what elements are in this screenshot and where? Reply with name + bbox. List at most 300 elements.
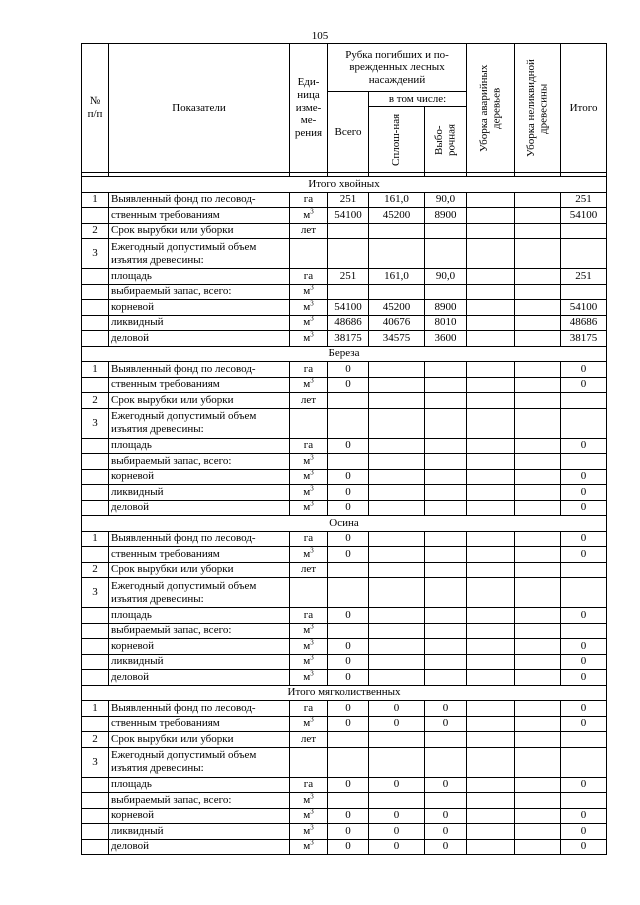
value-cell: [561, 393, 607, 409]
value-cell: 40676: [369, 315, 425, 331]
value-cell: [425, 408, 467, 438]
table-row: [82, 623, 607, 639]
value-cell: [467, 654, 515, 670]
value-cell: 34575: [369, 331, 425, 347]
value-cell: [515, 408, 561, 438]
value-cell: [328, 747, 369, 777]
value-cell: [369, 732, 425, 748]
value-cell: [369, 670, 425, 686]
row-unit: $м^3$: [290, 469, 328, 485]
row-unit: $м^3$: [290, 670, 328, 686]
row-number: [82, 485, 109, 501]
value-cell: [467, 192, 515, 208]
value-cell: [328, 239, 369, 269]
value-cell: [369, 377, 425, 393]
value-cell: [328, 408, 369, 438]
table-row: [82, 654, 607, 670]
row-number: 2: [82, 393, 109, 409]
value-cell: 0: [561, 608, 607, 624]
table-row: [82, 701, 607, 717]
row-unit: $м^3$: [290, 331, 328, 347]
value-cell: [369, 485, 425, 501]
value-cell: 90,0: [425, 269, 467, 285]
row-unit: $м^3$: [290, 547, 328, 563]
row-label: деловой: [109, 331, 290, 347]
value-cell: [467, 608, 515, 624]
value-cell: 0: [328, 438, 369, 454]
value-cell: [515, 747, 561, 777]
value-cell: [425, 793, 467, 809]
row-number: [82, 716, 109, 732]
value-cell: [467, 454, 515, 470]
value-cell: [425, 562, 467, 578]
value-cell: [425, 223, 467, 239]
value-cell: [425, 362, 467, 378]
value-cell: 90,0: [425, 192, 467, 208]
row-number: [82, 824, 109, 840]
value-cell: 38175: [328, 331, 369, 347]
row-unit: га: [290, 608, 328, 624]
felling-group-header: Рубка погибших и по-врежденных лесных насаждений: [328, 44, 467, 92]
value-cell: [369, 793, 425, 809]
value-cell: [561, 578, 607, 608]
col-total-felling-header: Всего: [328, 92, 369, 173]
row-number: [82, 839, 109, 855]
value-cell: [561, 284, 607, 300]
value-cell: [515, 623, 561, 639]
value-cell: 48686: [328, 315, 369, 331]
value-cell: [561, 408, 607, 438]
row-label: выбираемый запас, всего:: [109, 284, 290, 300]
row-label: Выявленный фонд по лесовод-: [109, 531, 290, 547]
row-label: Выявленный фонд по лесовод-: [109, 701, 290, 717]
value-cell: [369, 239, 425, 269]
value-cell: [369, 438, 425, 454]
value-cell: 0: [328, 377, 369, 393]
row-number: 1: [82, 531, 109, 547]
value-cell: [467, 438, 515, 454]
value-cell: [515, 824, 561, 840]
row-unit: га: [290, 192, 328, 208]
row-number: [82, 315, 109, 331]
table-row: [82, 670, 607, 686]
row-label: Ежегодный допустимый объем изъятия древесины:: [109, 747, 290, 777]
row-unit: лет: [290, 732, 328, 748]
value-cell: [369, 500, 425, 516]
value-cell: 0: [328, 701, 369, 717]
value-cell: [425, 732, 467, 748]
value-cell: 0: [369, 701, 425, 717]
row-label: Срок вырубки или уборки: [109, 393, 290, 409]
page-number: 105: [311, 30, 329, 42]
row-unit: $м^3$: [290, 377, 328, 393]
row-unit: $м^3$: [290, 639, 328, 655]
value-cell: 0: [561, 824, 607, 840]
row-unit: $м^3$: [290, 454, 328, 470]
value-cell: [467, 747, 515, 777]
value-cell: [328, 223, 369, 239]
value-cell: 0: [328, 824, 369, 840]
value-cell: [561, 454, 607, 470]
value-cell: [467, 578, 515, 608]
incl-header: в том числе:: [369, 92, 467, 107]
value-cell: [561, 747, 607, 777]
value-cell: [515, 208, 561, 224]
row-number: 1: [82, 701, 109, 717]
value-cell: 0: [425, 701, 467, 717]
value-cell: [561, 239, 607, 269]
value-cell: [425, 239, 467, 269]
value-cell: [369, 408, 425, 438]
value-cell: [467, 716, 515, 732]
row-number: [82, 500, 109, 516]
row-number: [82, 300, 109, 316]
value-cell: 54100: [328, 208, 369, 224]
value-cell: 0: [328, 777, 369, 793]
value-cell: 251: [328, 269, 369, 285]
row-label: ственным требованиям: [109, 377, 290, 393]
value-cell: [467, 239, 515, 269]
value-cell: 0: [561, 808, 607, 824]
table-row: [82, 716, 607, 732]
row-label: ликвидный: [109, 824, 290, 840]
value-cell: [515, 377, 561, 393]
table-body: [82, 177, 607, 855]
value-cell: 0: [425, 716, 467, 732]
value-cell: 0: [425, 839, 467, 855]
table-row: [82, 578, 607, 608]
value-cell: [425, 747, 467, 777]
value-cell: [369, 284, 425, 300]
value-cell: 0: [561, 438, 607, 454]
table-row: [82, 839, 607, 855]
value-cell: 54100: [328, 300, 369, 316]
row-unit: лет: [290, 393, 328, 409]
value-cell: [515, 454, 561, 470]
section-title-row: [82, 346, 607, 362]
row-label: Срок вырубки или уборки: [109, 732, 290, 748]
value-cell: [515, 300, 561, 316]
value-cell: [328, 284, 369, 300]
row-number: [82, 269, 109, 285]
value-cell: 0: [328, 670, 369, 686]
row-number: [82, 793, 109, 809]
col-num-header: № п/п: [82, 44, 109, 173]
value-cell: [467, 547, 515, 563]
row-unit: $м^3$: [290, 485, 328, 501]
value-cell: 0: [369, 839, 425, 855]
row-label: выбираемый запас, всего:: [109, 454, 290, 470]
row-unit: $м^3$: [290, 808, 328, 824]
row-label: выбираемый запас, всего:: [109, 623, 290, 639]
table-row: [82, 608, 607, 624]
value-cell: [467, 808, 515, 824]
value-cell: [369, 747, 425, 777]
row-number: [82, 777, 109, 793]
felling-table: [81, 43, 607, 855]
value-cell: 0: [369, 808, 425, 824]
table-row: [82, 239, 607, 269]
value-cell: [561, 793, 607, 809]
value-cell: 0: [328, 654, 369, 670]
row-unit: га: [290, 269, 328, 285]
row-unit: $м^3$: [290, 839, 328, 855]
value-cell: [467, 639, 515, 655]
value-cell: 0: [561, 701, 607, 717]
value-cell: [467, 362, 515, 378]
section-title: Осина: [82, 516, 607, 532]
table-row: [82, 438, 607, 454]
value-cell: 0: [425, 808, 467, 824]
value-cell: [467, 839, 515, 855]
value-cell: [328, 393, 369, 409]
value-cell: [369, 393, 425, 409]
row-number: [82, 623, 109, 639]
value-cell: [467, 500, 515, 516]
value-cell: [515, 578, 561, 608]
value-cell: 45200: [369, 208, 425, 224]
value-cell: [515, 639, 561, 655]
value-cell: 161,0: [369, 192, 425, 208]
table-row: [82, 223, 607, 239]
row-unit: [290, 408, 328, 438]
row-label: Срок вырубки или уборки: [109, 223, 290, 239]
row-label: Ежегодный допустимый объем изъятия древесины:: [109, 239, 290, 269]
value-cell: [467, 315, 515, 331]
value-cell: 0: [561, 531, 607, 547]
col-emergency-header: Уборка аварийных деревьев: [467, 44, 515, 173]
value-cell: [425, 654, 467, 670]
value-cell: [467, 269, 515, 285]
col-indicator-header: Показатели: [109, 44, 290, 173]
value-cell: [369, 531, 425, 547]
value-cell: 0: [328, 469, 369, 485]
value-cell: 0: [561, 500, 607, 516]
row-number: [82, 547, 109, 563]
value-cell: 251: [328, 192, 369, 208]
value-cell: [561, 562, 607, 578]
row-number: [82, 331, 109, 347]
value-cell: [369, 547, 425, 563]
value-cell: 54100: [561, 300, 607, 316]
row-unit: га: [290, 438, 328, 454]
value-cell: [467, 824, 515, 840]
value-cell: [425, 438, 467, 454]
row-label: выбираемый запас, всего:: [109, 793, 290, 809]
section-title: Итого хвойных: [82, 177, 607, 193]
section-title-row: [82, 685, 607, 701]
value-cell: [561, 223, 607, 239]
row-number: [82, 670, 109, 686]
value-cell: [467, 469, 515, 485]
value-cell: [467, 223, 515, 239]
value-cell: [515, 239, 561, 269]
value-cell: [467, 300, 515, 316]
value-cell: [369, 454, 425, 470]
table-row: [82, 500, 607, 516]
row-label: деловой: [109, 500, 290, 516]
value-cell: [515, 608, 561, 624]
row-number: [82, 608, 109, 624]
value-cell: [467, 777, 515, 793]
row-number: 1: [82, 362, 109, 378]
value-cell: 0: [561, 639, 607, 655]
row-number: [82, 284, 109, 300]
row-unit: лет: [290, 562, 328, 578]
row-number: 2: [82, 732, 109, 748]
value-cell: [425, 393, 467, 409]
value-cell: [369, 362, 425, 378]
value-cell: [515, 670, 561, 686]
value-cell: [467, 393, 515, 409]
table-row: [82, 192, 607, 208]
value-cell: 0: [328, 500, 369, 516]
value-cell: 0: [561, 485, 607, 501]
section-title: Береза: [82, 346, 607, 362]
value-cell: [515, 777, 561, 793]
value-cell: 251: [561, 192, 607, 208]
value-cell: [515, 531, 561, 547]
row-number: [82, 438, 109, 454]
col-clear-header: Сплош-ная: [369, 107, 425, 173]
row-number: [82, 454, 109, 470]
table-row: [82, 269, 607, 285]
value-cell: [467, 331, 515, 347]
value-cell: 0: [369, 716, 425, 732]
section-title: Итого мягколиственных: [82, 685, 607, 701]
value-cell: [515, 485, 561, 501]
value-cell: 0: [561, 362, 607, 378]
value-cell: [515, 315, 561, 331]
row-number: [82, 377, 109, 393]
value-cell: 0: [328, 547, 369, 563]
value-cell: [515, 732, 561, 748]
row-label: Выявленный фонд по лесовод-: [109, 192, 290, 208]
value-cell: 38175: [561, 331, 607, 347]
value-cell: [425, 639, 467, 655]
value-cell: [467, 284, 515, 300]
row-label: ликвидный: [109, 315, 290, 331]
row-unit: $м^3$: [290, 300, 328, 316]
table-row: [82, 747, 607, 777]
row-label: деловой: [109, 839, 290, 855]
row-unit: $м^3$: [290, 654, 328, 670]
value-cell: [467, 408, 515, 438]
row-number: 3: [82, 239, 109, 269]
row-number: [82, 808, 109, 824]
value-cell: [425, 547, 467, 563]
row-label: площадь: [109, 269, 290, 285]
section-title-row: [82, 177, 607, 193]
value-cell: [515, 808, 561, 824]
row-number: 3: [82, 578, 109, 608]
row-unit: га: [290, 701, 328, 717]
value-cell: [328, 578, 369, 608]
section-title-row: [82, 516, 607, 532]
row-number: 2: [82, 223, 109, 239]
table-row: [82, 485, 607, 501]
row-unit: лет: [290, 223, 328, 239]
value-cell: [328, 732, 369, 748]
value-cell: [561, 623, 607, 639]
value-cell: [369, 578, 425, 608]
row-label: корневой: [109, 639, 290, 655]
row-unit: га: [290, 362, 328, 378]
table-row: [82, 315, 607, 331]
value-cell: [425, 377, 467, 393]
value-cell: [369, 469, 425, 485]
row-label: площадь: [109, 777, 290, 793]
row-number: 1: [82, 192, 109, 208]
row-number: 3: [82, 747, 109, 777]
row-unit: $м^3$: [290, 716, 328, 732]
value-cell: [467, 208, 515, 224]
value-cell: 0: [425, 777, 467, 793]
row-label: Ежегодный допустимый объем изъятия древесины:: [109, 408, 290, 438]
value-cell: 54100: [561, 208, 607, 224]
row-label: ликвидный: [109, 485, 290, 501]
value-cell: 0: [328, 531, 369, 547]
value-cell: 0: [328, 608, 369, 624]
value-cell: [515, 469, 561, 485]
row-label: корневой: [109, 300, 290, 316]
table-row: [82, 732, 607, 748]
value-cell: 0: [328, 485, 369, 501]
table-row: [82, 562, 607, 578]
table-row: [82, 377, 607, 393]
value-cell: [515, 331, 561, 347]
table-row: [82, 408, 607, 438]
value-cell: [467, 732, 515, 748]
value-cell: 0: [561, 839, 607, 855]
value-cell: [467, 531, 515, 547]
value-cell: [515, 654, 561, 670]
value-cell: [515, 793, 561, 809]
table-row: [82, 639, 607, 655]
value-cell: [515, 223, 561, 239]
value-cell: [425, 284, 467, 300]
row-number: [82, 208, 109, 224]
row-unit: [290, 747, 328, 777]
value-cell: 0: [328, 716, 369, 732]
value-cell: 3600: [425, 331, 467, 347]
value-cell: 45200: [369, 300, 425, 316]
value-cell: 0: [561, 670, 607, 686]
value-cell: [467, 562, 515, 578]
row-unit: га: [290, 777, 328, 793]
value-cell: [328, 454, 369, 470]
value-cell: [369, 223, 425, 239]
row-number: [82, 654, 109, 670]
row-label: Выявленный фонд по лесовод-: [109, 362, 290, 378]
value-cell: [467, 485, 515, 501]
col-unit-header: Еди-ница изме-ме-рения: [290, 44, 328, 173]
value-cell: [515, 500, 561, 516]
value-cell: [467, 793, 515, 809]
value-cell: [369, 654, 425, 670]
row-label: деловой: [109, 670, 290, 686]
table-row: [82, 824, 607, 840]
value-cell: [425, 469, 467, 485]
row-label: ственным требованиям: [109, 547, 290, 563]
row-unit: $м^3$: [290, 824, 328, 840]
value-cell: [369, 623, 425, 639]
value-cell: 8900: [425, 300, 467, 316]
row-unit: $м^3$: [290, 500, 328, 516]
col-total-header: Итого: [561, 44, 607, 173]
row-number: 3: [82, 408, 109, 438]
value-cell: 0: [328, 808, 369, 824]
